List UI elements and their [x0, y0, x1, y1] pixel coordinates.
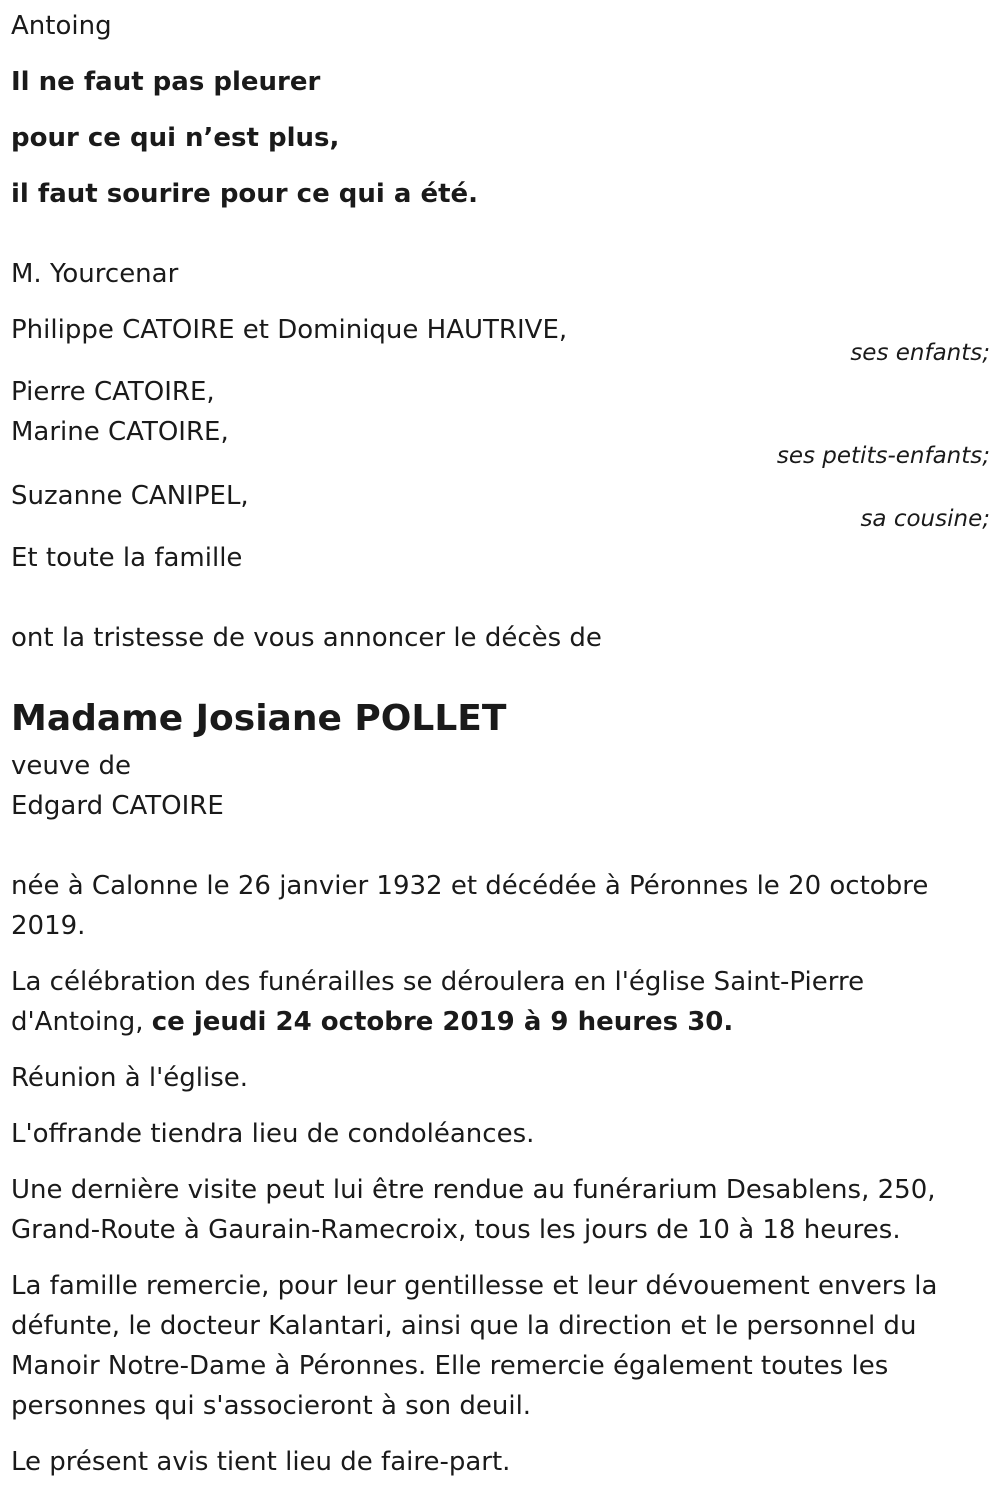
children-role: ses enfants;: [850, 340, 990, 366]
ceremony-line-1: La célébration des funérailles se déroulera en l'église Saint-Pierre: [11, 967, 865, 997]
spouse-name: Edgard CATOIRE: [11, 791, 224, 821]
quote-line-1: Il ne faut pas pleurer: [11, 67, 321, 97]
announcement-text: ont la tristesse de vous annoncer le décès de: [11, 623, 602, 653]
family-cousin: Suzanne CANIPEL,: [11, 481, 249, 511]
cousin-role: sa cousine;: [860, 506, 990, 532]
family-grandchild-1: Pierre CATOIRE,: [11, 377, 215, 407]
offering-text: L'offrande tiendra lieu de condoléances.: [11, 1119, 535, 1149]
quote-line-2: pour ce qui n’est plus,: [11, 123, 340, 153]
widow-of-label: veuve de: [11, 751, 132, 781]
thanks-line-4: personnes qui s'associeront à son deuil.: [11, 1391, 532, 1421]
thanks-line-3: Manoir Notre-Dame à Péronnes. Elle remercie également toutes les: [11, 1351, 889, 1381]
ceremony-location-tail: d'Antoing,: [11, 1007, 152, 1037]
deceased-name: Madame Josiane POLLET: [11, 698, 507, 739]
notice-text: Le présent avis tient lieu de faire-part.: [11, 1447, 511, 1477]
quote-line-3: il faut sourire pour ce qui a été.: [11, 179, 479, 209]
birth-death-line-2: 2019.: [11, 911, 86, 941]
ceremony-line-2: [11, 1002, 733, 1042]
family-all: Et toute la famille: [11, 543, 243, 573]
meeting-text: Réunion à l'église.: [11, 1063, 249, 1093]
birth-death-line-1: née à Calonne le 26 janvier 1932 et décédée à Péronnes le 20 octobre: [11, 871, 929, 901]
town-name: Antoing: [11, 11, 112, 41]
ceremony-datetime: ce jeudi 24 octobre 2019 à 9 heures 30.: [151, 1007, 734, 1037]
visit-line-2: Grand-Route à Gaurain-Ramecroix, tous les jours de 10 à 18 heures.: [11, 1215, 901, 1245]
family-yourcenar: M. Yourcenar: [11, 259, 179, 289]
thanks-line-1: La famille remercie, pour leur gentillesse et leur dévouement envers la: [11, 1271, 938, 1301]
visit-line-1: Une dernière visite peut lui être rendue au funérarium Desablens, 250,: [11, 1175, 936, 1205]
thanks-line-2: défunte, le docteur Kalantari, ainsi que la direction et le personnel du: [11, 1311, 917, 1341]
grandchildren-role: ses petits-enfants;: [776, 443, 990, 469]
family-grandchild-2: Marine CATOIRE,: [11, 417, 229, 447]
family-children: Philippe CATOIRE et Dominique HAUTRIVE,: [11, 315, 568, 345]
